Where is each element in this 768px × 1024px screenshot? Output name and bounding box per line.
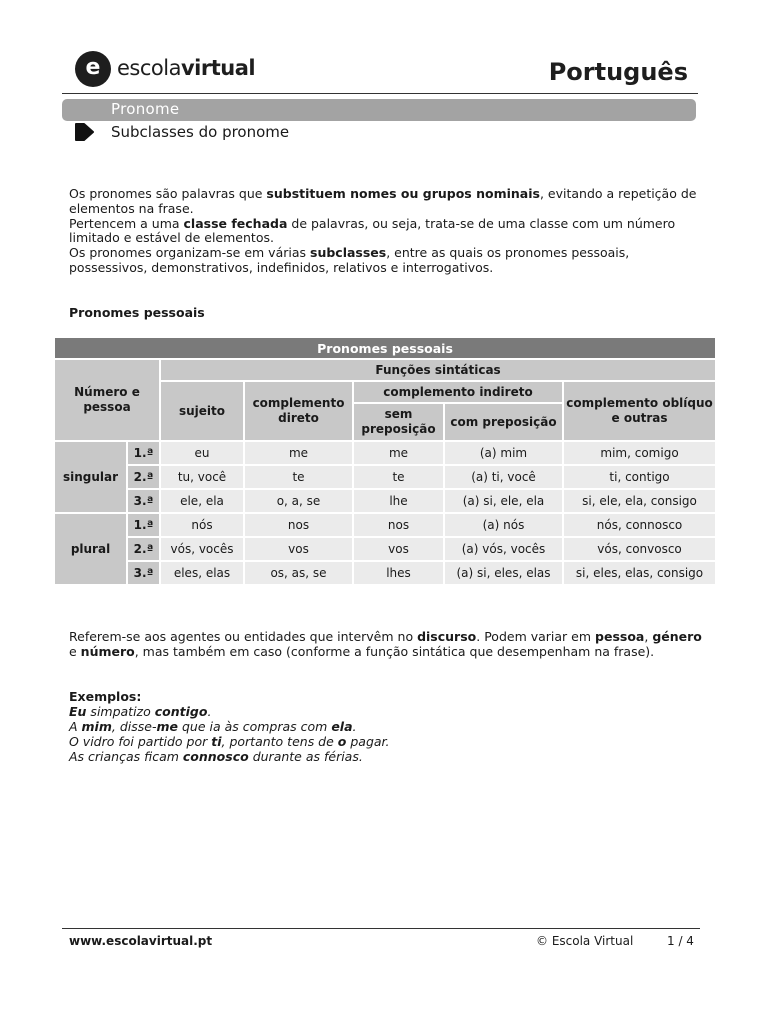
bold-text: contigo bbox=[154, 704, 208, 719]
text: simpatizo bbox=[86, 704, 155, 719]
description-text bbox=[69, 630, 709, 660]
table-cell: nos bbox=[244, 513, 353, 537]
bold-text: o bbox=[337, 734, 347, 749]
intro-paragraph-1 bbox=[69, 187, 709, 217]
table-cell: vós, vocês bbox=[160, 537, 244, 561]
table-cell: (a) vós, vocês bbox=[444, 537, 563, 561]
person-cell: 3.ª bbox=[127, 561, 160, 585]
table-cell: me bbox=[353, 441, 444, 465]
text: de palavras, ou seja, trata-se de uma classe com um número limitado e estável de elementos. bbox=[69, 215, 676, 246]
text: . bbox=[352, 719, 357, 734]
bold-text: mim bbox=[81, 719, 112, 734]
table-cell: (a) si, eles, elas bbox=[444, 561, 563, 585]
group-label-plural: plural bbox=[54, 513, 127, 585]
table-cell: si, ele, ela, consigo bbox=[563, 489, 716, 513]
logo-text-left: escola bbox=[117, 56, 181, 80]
intro-paragraph-3 bbox=[69, 246, 709, 276]
footer-url: www.escolavirtual.pt bbox=[69, 934, 213, 948]
table-cell: os, as, se bbox=[244, 561, 353, 585]
bold-text: classe fechada bbox=[183, 215, 288, 231]
header-complemento-direto: complemento direto bbox=[244, 381, 353, 441]
bold-text: discurso bbox=[417, 629, 477, 644]
logo-text-right: virtual bbox=[180, 56, 256, 80]
header-complemento-indireto: complemento indireto bbox=[353, 381, 563, 403]
table-cell: vós, convosco bbox=[563, 537, 716, 561]
intro-paragraph-2 bbox=[69, 217, 709, 247]
table-cell: te bbox=[353, 465, 444, 489]
person-cell: 2.ª bbox=[127, 537, 160, 561]
example-2 bbox=[69, 719, 709, 734]
pronouns-table bbox=[53, 336, 717, 586]
description-paragraph bbox=[69, 630, 709, 660]
text: Os pronomes são palavras que bbox=[69, 186, 267, 201]
header-sem-preposicao: sem preposição bbox=[353, 403, 444, 441]
text: Referem-se aos agentes ou entidades que intervêm no bbox=[69, 629, 418, 644]
play-bullet-icon bbox=[74, 123, 94, 141]
examples-block bbox=[69, 689, 709, 764]
text: pagar. bbox=[346, 734, 390, 749]
table-cell: tu, você bbox=[160, 465, 244, 489]
section-title: Pronome bbox=[111, 100, 180, 118]
table-cell: mim, comigo bbox=[563, 441, 716, 465]
examples-label: Exemplos: bbox=[69, 689, 142, 704]
person-cell: 1.ª bbox=[127, 441, 160, 465]
text: durante as férias. bbox=[248, 749, 363, 764]
group-label-singular: singular bbox=[54, 441, 127, 513]
table-cell: te bbox=[244, 465, 353, 489]
table-cell: lhes bbox=[353, 561, 444, 585]
table-cell: lhe bbox=[353, 489, 444, 513]
table-cell: vos bbox=[244, 537, 353, 561]
text: As crianças ficam bbox=[69, 749, 183, 764]
table-cell: ti, contigo bbox=[563, 465, 716, 489]
header-com-preposicao: com preposição bbox=[444, 403, 563, 441]
bold-text: me bbox=[156, 719, 178, 734]
bold-text: ti bbox=[211, 734, 222, 749]
person-cell: 1.ª bbox=[127, 513, 160, 537]
example-1 bbox=[69, 704, 709, 719]
page-number: 1 / 4 bbox=[667, 934, 694, 948]
table-cell: o, a, se bbox=[244, 489, 353, 513]
table-row bbox=[54, 561, 716, 585]
table-row bbox=[54, 465, 716, 489]
text: , mas também em caso (conforme a função sintática que desempenham na frase). bbox=[134, 643, 655, 659]
example-4 bbox=[69, 749, 709, 764]
table-cell: si, eles, elas, consigo bbox=[563, 561, 716, 585]
bold-text: número bbox=[80, 643, 135, 659]
text: O vidro foi partido por bbox=[69, 734, 212, 749]
text: , disse- bbox=[111, 719, 157, 734]
bold-text: pessoa bbox=[595, 629, 645, 644]
header-funcoes-sintaticas: Funções sintáticas bbox=[160, 359, 716, 381]
text: . Podem variar em bbox=[476, 629, 596, 644]
intro-text bbox=[69, 187, 709, 276]
text: , portanto tens de bbox=[221, 734, 338, 749]
table-row bbox=[54, 441, 716, 465]
table-row bbox=[54, 489, 716, 513]
table-cell: (a) mim bbox=[444, 441, 563, 465]
table-body bbox=[54, 441, 716, 585]
bold-text: connosco bbox=[182, 749, 249, 764]
table-cell: eu bbox=[160, 441, 244, 465]
text: que ia às compras com bbox=[177, 719, 332, 734]
text: Pertencem a uma bbox=[69, 215, 184, 231]
table-cell: me bbox=[244, 441, 353, 465]
example-3 bbox=[69, 734, 709, 749]
table-cell: nós bbox=[160, 513, 244, 537]
text: , evitando a repetição de elementos na frase. bbox=[69, 186, 697, 216]
text: A bbox=[69, 719, 82, 734]
text: . bbox=[207, 704, 212, 719]
logo-wordmark bbox=[117, 56, 255, 80]
table-cell: vos bbox=[353, 537, 444, 561]
table-cell: (a) ti, você bbox=[444, 465, 563, 489]
text: Os pronomes organizam-se em várias bbox=[69, 245, 310, 261]
table-cell: (a) nós bbox=[444, 513, 563, 537]
table-cell: nós, connosco bbox=[563, 513, 716, 537]
person-cell: 3.ª bbox=[127, 489, 160, 513]
subject-title: Português bbox=[548, 58, 688, 86]
header-divider bbox=[62, 93, 698, 94]
bold-text: Eu bbox=[69, 704, 87, 719]
table-cell: ele, ela bbox=[160, 489, 244, 513]
table-row bbox=[54, 537, 716, 561]
subsection-title: Subclasses do pronome bbox=[111, 123, 290, 141]
text: , entre as quais os pronomes pessoais, possessivos, demonstrativos, indefinidos, relativos e interrogativos. bbox=[69, 245, 630, 275]
text: e bbox=[69, 643, 81, 659]
table-row bbox=[54, 513, 716, 537]
footer-divider bbox=[62, 928, 700, 929]
table-cell: (a) si, ele, ela bbox=[444, 489, 563, 513]
pronomes-pessoais-heading: Pronomes pessoais bbox=[69, 305, 205, 320]
header-complemento-obliquo: complemento oblíquo e outras bbox=[563, 381, 716, 441]
header-sujeito: sujeito bbox=[160, 381, 244, 441]
person-cell: 2.ª bbox=[127, 465, 160, 489]
footer-copyright: © Escola Virtual bbox=[536, 934, 634, 948]
bold-text: subclasses bbox=[310, 245, 387, 261]
bold-text: género bbox=[652, 629, 702, 644]
bold-text: substituem nomes ou grupos nominais bbox=[266, 186, 540, 201]
bold-text: ela bbox=[331, 719, 353, 734]
text: , bbox=[644, 629, 653, 644]
table-cell: nos bbox=[353, 513, 444, 537]
table-cell: eles, elas bbox=[160, 561, 244, 585]
header-numero-pessoa: Número e pessoa bbox=[54, 359, 160, 441]
logo-icon: e bbox=[75, 51, 111, 87]
table-title: Pronomes pessoais bbox=[54, 337, 716, 359]
